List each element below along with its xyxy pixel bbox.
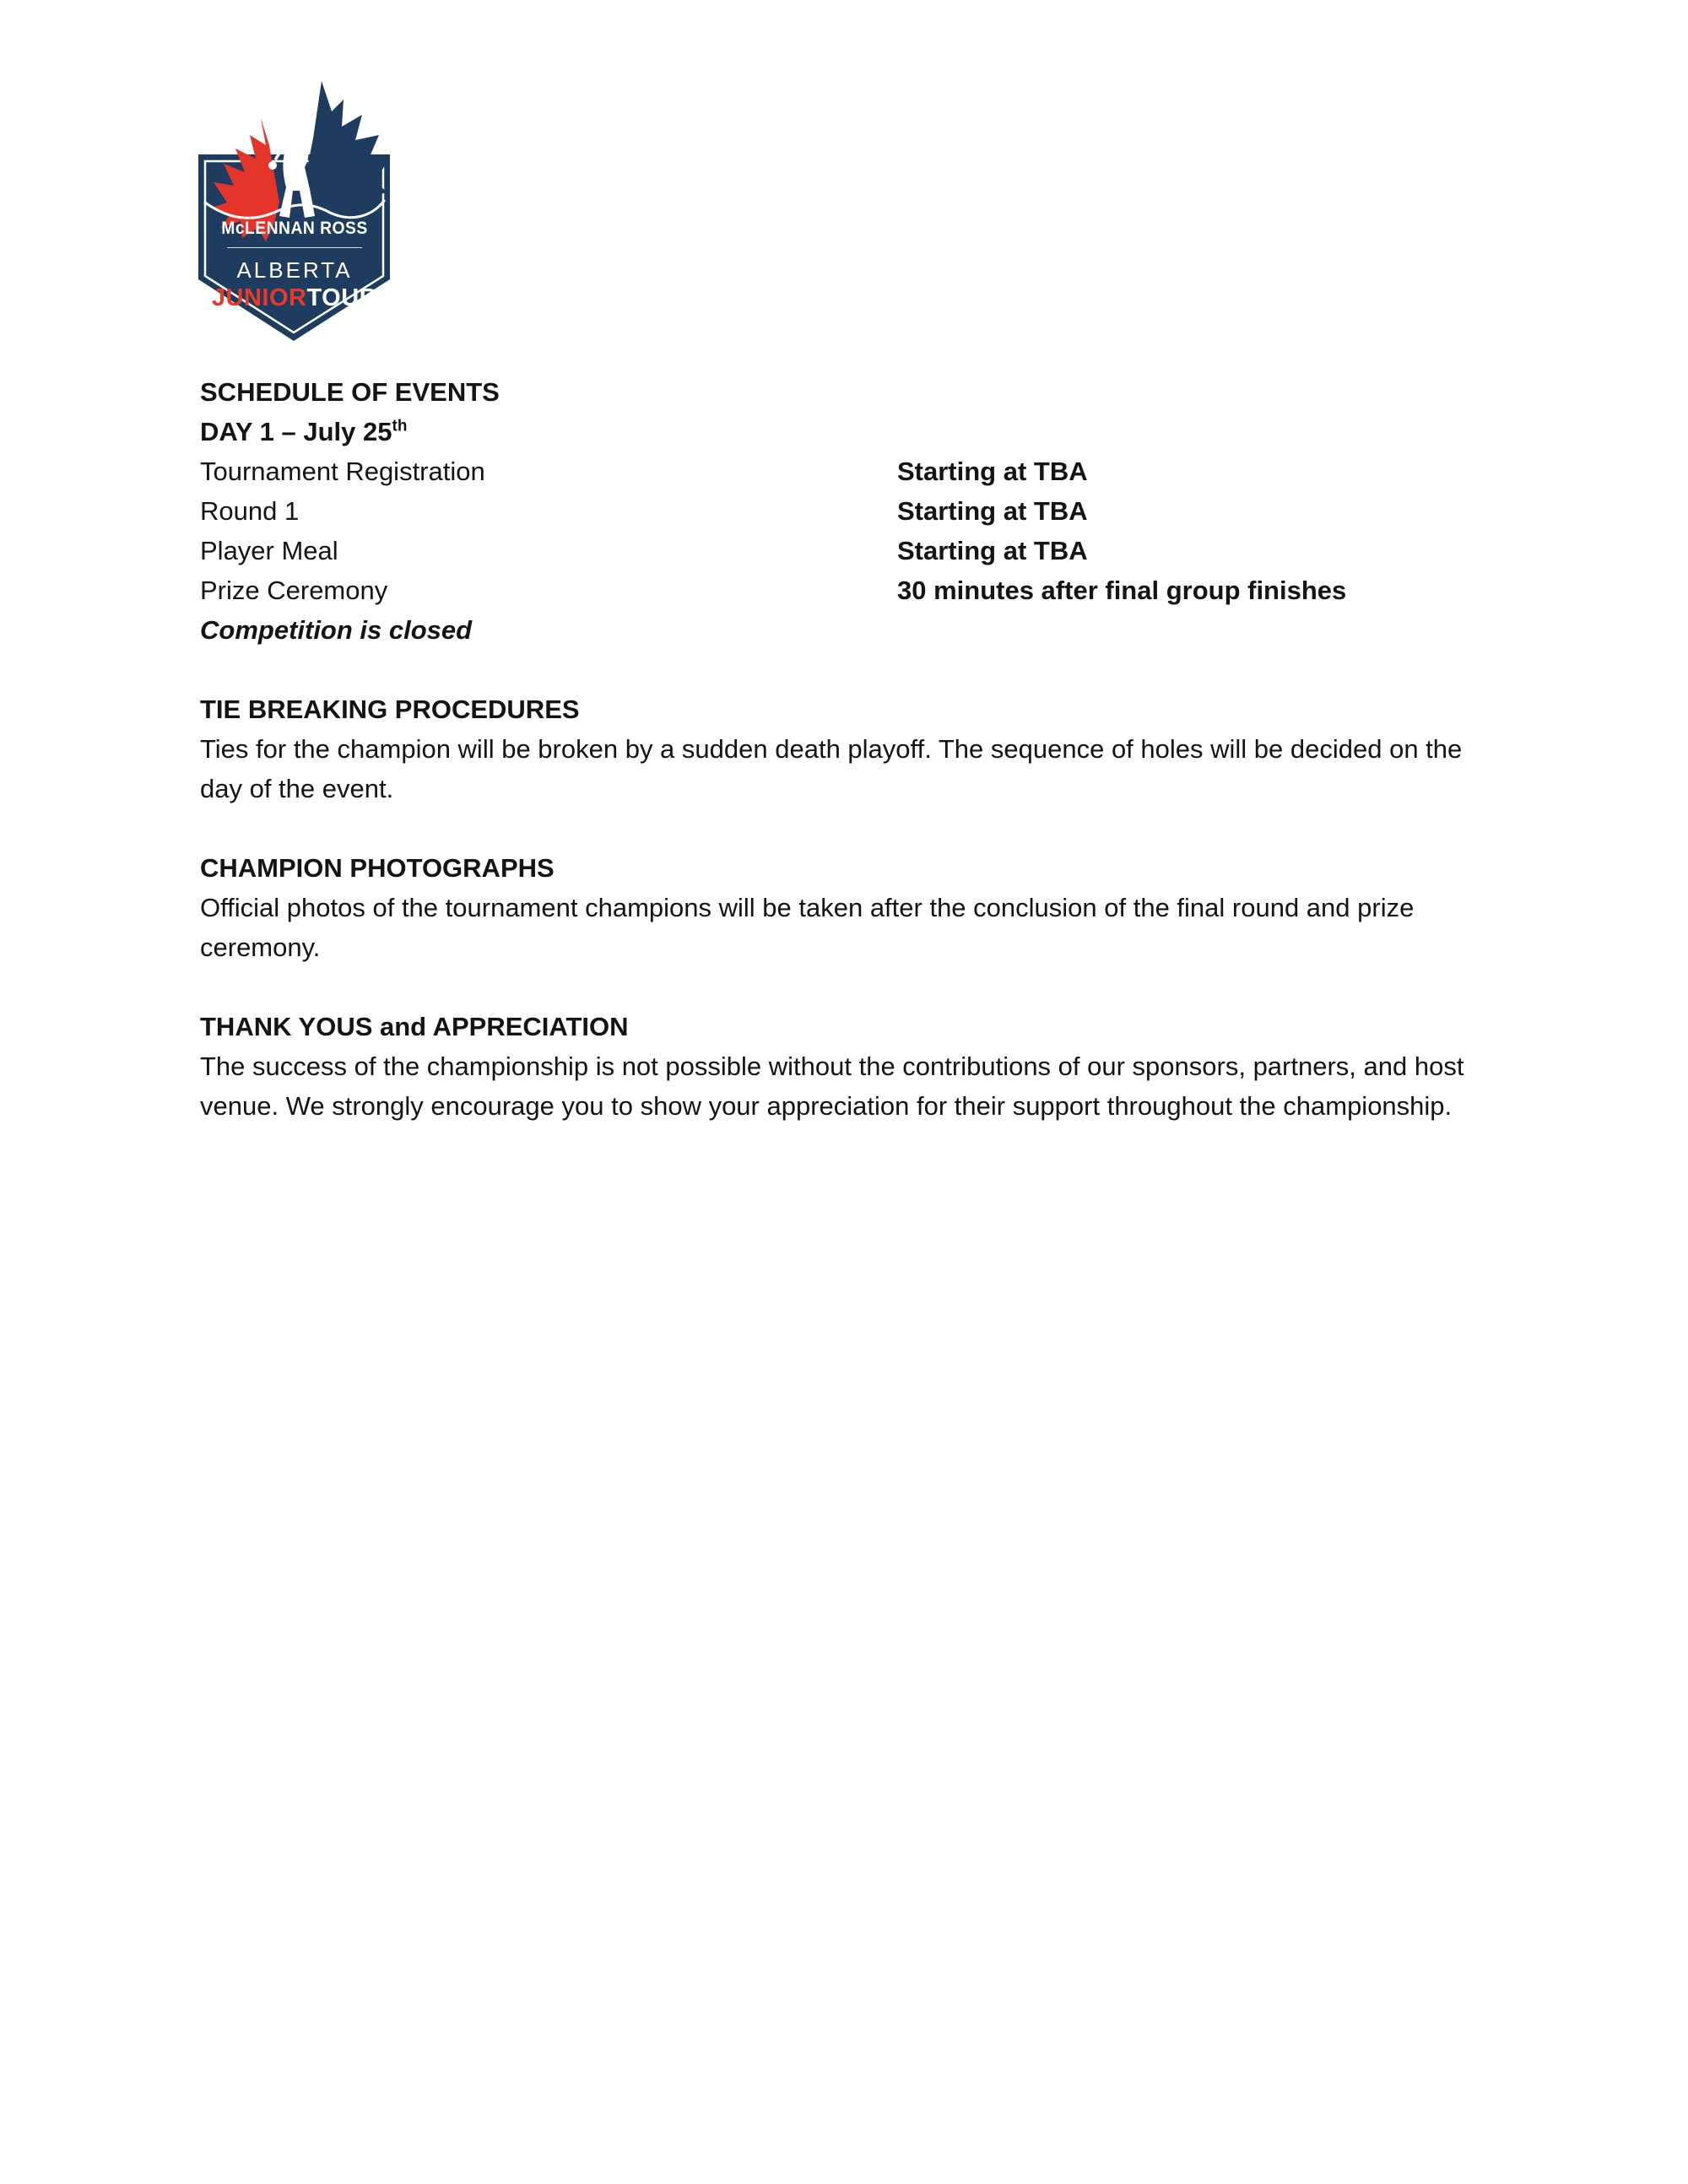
logo-org-name: McLENNAN ROSS: [221, 219, 368, 238]
section-body: Official photos of the tournament champions will be taken after the conclusion of the final round and prize ceremony.: [200, 893, 1415, 962]
logo-tour-junior: JUNIOR: [211, 284, 307, 311]
logo-divider-line: [227, 247, 362, 248]
competition-closed-note: Competition is closed: [200, 615, 473, 645]
schedule-event: Player Meal: [200, 536, 338, 565]
document-body: [200, 372, 1466, 1126]
schedule-event: Prize Ceremony: [200, 576, 388, 605]
tour-logo: [197, 74, 392, 346]
logo-tour-tour: TOUR: [306, 284, 378, 311]
logo-tour-name: [197, 286, 392, 311]
day-heading: [200, 412, 1466, 451]
schedule-row: [200, 491, 1466, 531]
section-heading: THANK YOUS and APPRECIATION: [200, 1012, 629, 1041]
schedule-time: 30 minutes after final group finishes: [897, 576, 1347, 605]
section-thank-yous: [200, 1007, 1466, 1126]
day-heading-text: DAY 1 – July 25: [200, 417, 392, 446]
logo-region-name: ALBERTA: [236, 257, 353, 283]
section-heading: TIE BREAKING PROCEDURES: [200, 695, 580, 724]
section-body: The success of the championship is not possible without the contributions of our sponsors, partners, and host venue. We strongly encourage you to show your appreciation for their support throughout the championship.: [200, 1051, 1464, 1121]
schedule-row: [200, 531, 1466, 570]
section-body: Ties for the champion will be broken by a sudden death playoff. The sequence of holes will be decided on the day of the event.: [200, 734, 1463, 803]
schedule-time: Starting at TBA: [897, 536, 1088, 565]
schedule-row: [200, 570, 1466, 610]
schedule-time: Starting at TBA: [897, 457, 1088, 486]
schedule-row: [200, 451, 1466, 491]
schedule-event: Round 1: [200, 496, 300, 526]
schedule-title: SCHEDULE OF EVENTS: [200, 377, 500, 407]
section-heading: CHAMPION PHOTOGRAPHS: [200, 853, 555, 883]
schedule-event: Tournament Registration: [200, 457, 485, 486]
section-champion-photographs: [200, 848, 1466, 967]
section-tie-breaking: [200, 689, 1466, 808]
day-heading-ordinal: th: [392, 417, 408, 435]
schedule-time: Starting at TBA: [897, 496, 1088, 526]
